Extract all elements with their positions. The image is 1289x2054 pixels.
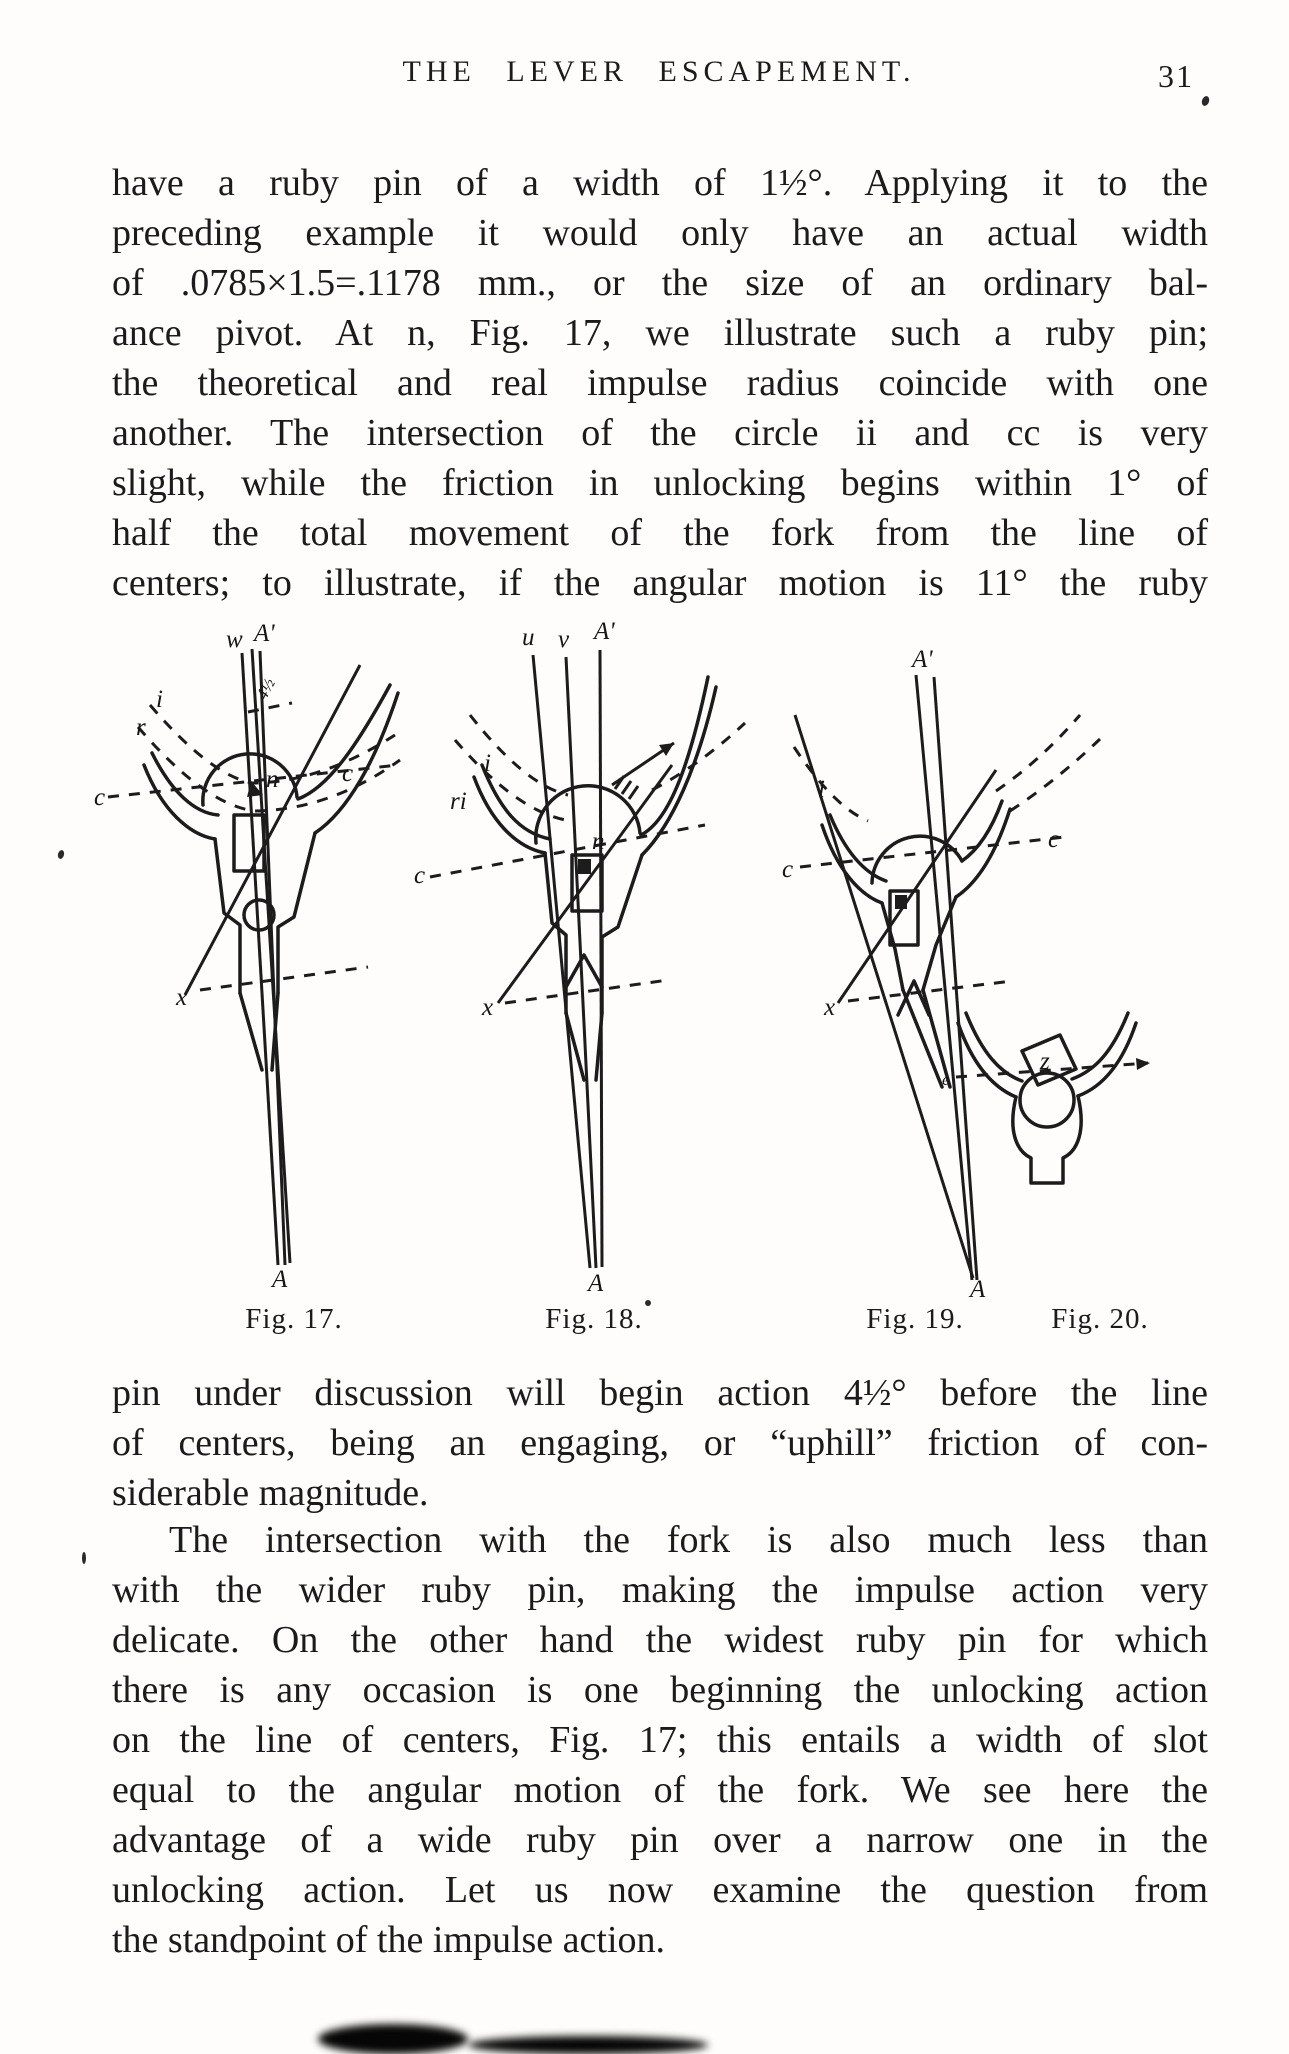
fig19-label-i: i bbox=[818, 776, 825, 803]
text-line: centers; to illustrate, if the angular motion is 11° the ruby bbox=[112, 562, 1208, 604]
text-line: with the wider ruby pin, making the impulse action very bbox=[112, 1569, 1208, 1611]
scan-artifact bbox=[645, 1300, 651, 1306]
fig18-label-x: x bbox=[482, 994, 494, 1021]
text-line: advantage of a wide ruby pin over a narrow one in the bbox=[112, 1819, 1208, 1861]
fig17-label-a: A bbox=[272, 1266, 288, 1293]
figure-plate bbox=[0, 615, 1289, 1355]
text-line: slight, while the friction in unlocking begins within 1° of bbox=[112, 462, 1208, 504]
fig18-label-v: v bbox=[558, 626, 570, 653]
fig20-caption: Fig. 20. bbox=[1051, 1303, 1149, 1335]
text-line: there is any occasion is one beginning the unlocking action bbox=[112, 1669, 1208, 1711]
text-line: ance pivot. At n, Fig. 17, we illustrate such a ruby pin; bbox=[112, 312, 1208, 354]
text-line: have a ruby pin of a width of 1½°. Applying it to the bbox=[112, 162, 1208, 204]
text-line: half the total movement of the fork from the line of bbox=[112, 512, 1208, 554]
text-line: of .0785×1.5=.1178 mm., or the size of an ordinary bal- bbox=[112, 262, 1208, 304]
fig17-drawing bbox=[94, 620, 400, 1293]
scan-artifact bbox=[1201, 95, 1211, 107]
fig17-label-a-prime: A' bbox=[254, 620, 275, 647]
fig17-label-c-left: c bbox=[94, 784, 106, 811]
fig19-label-c-right: c bbox=[1048, 826, 1060, 853]
fig17-label-r: r bbox=[136, 714, 146, 741]
text-line: on the line of centers, Fig. 17; this entails a width of slot bbox=[112, 1719, 1208, 1761]
scan-artifact bbox=[82, 1552, 86, 1564]
text-line: pin under discussion will begin action 4½° before the line bbox=[112, 1372, 1208, 1414]
text-line: The intersection with the fork is also much less than bbox=[169, 1519, 1208, 1561]
text-line: unlocking action. Let us now examine the question from bbox=[112, 1869, 1208, 1911]
text-line: another. The intersection of the circle ii and cc is very bbox=[112, 412, 1208, 454]
fig19-label-a: A bbox=[970, 1276, 986, 1303]
fig18-label-ri: ri bbox=[450, 788, 467, 815]
fig18-caption: Fig. 18. bbox=[545, 1303, 643, 1335]
fig19-label-a-prime: A' bbox=[912, 646, 933, 673]
scan-smudge bbox=[318, 2024, 468, 2054]
fig17-label-w: w bbox=[226, 626, 243, 653]
fig19-label-c-left: c bbox=[782, 856, 794, 883]
fig17-label-x: x bbox=[176, 984, 188, 1011]
text-line: of centers, being an engaging, or “uphill” friction of con- bbox=[112, 1422, 1208, 1464]
fig20-label-z: z bbox=[1040, 1048, 1050, 1075]
escapement-figures-drawing bbox=[0, 615, 1289, 1355]
fig18-drawing bbox=[414, 618, 745, 1297]
fig17-label-i: i bbox=[156, 686, 163, 713]
paragraph-1 bbox=[112, 158, 1208, 608]
text-line: preceding example it would only have an actual width bbox=[112, 212, 1208, 254]
fig20-label-e: e bbox=[942, 1070, 950, 1089]
paragraph-2 bbox=[112, 1368, 1208, 1518]
paragraph-3 bbox=[112, 1515, 1208, 1965]
fig17-label-n: n bbox=[266, 766, 279, 793]
text-line: the standpoint of the impulse action. bbox=[112, 1919, 666, 1961]
fig18-label-c-left: c bbox=[414, 862, 426, 889]
fig18-label-a-prime: A' bbox=[594, 618, 615, 645]
fig19-drawing bbox=[782, 646, 1100, 1303]
fig17-caption: Fig. 17. bbox=[245, 1303, 343, 1335]
running-title: THE LEVER ESCAPEMENT. bbox=[402, 55, 916, 88]
fig19-caption: Fig. 19. bbox=[866, 1303, 964, 1335]
text-line: the theoretical and real impulse radius coincide with one bbox=[112, 362, 1208, 404]
fig18-label-i: i bbox=[484, 750, 491, 777]
fig18-label-a: A bbox=[588, 1270, 604, 1297]
fig17-label-c-right: c bbox=[342, 760, 354, 787]
fig18-label-n: n bbox=[592, 828, 605, 855]
fig19-label-x: x bbox=[824, 994, 836, 1021]
text-line: delicate. On the other hand the widest ruby pin for which bbox=[112, 1619, 1208, 1661]
scan-smudge bbox=[468, 2036, 708, 2054]
text-line: equal to the angular motion of the fork. We see here the bbox=[112, 1769, 1208, 1811]
text-line: siderable magnitude. bbox=[112, 1472, 429, 1514]
fig17-label-angle: 4½ bbox=[252, 675, 280, 703]
fig20-drawing bbox=[942, 1013, 1150, 1183]
fig18-label-u: u bbox=[522, 624, 535, 651]
page-number: 31 bbox=[1158, 58, 1194, 94]
